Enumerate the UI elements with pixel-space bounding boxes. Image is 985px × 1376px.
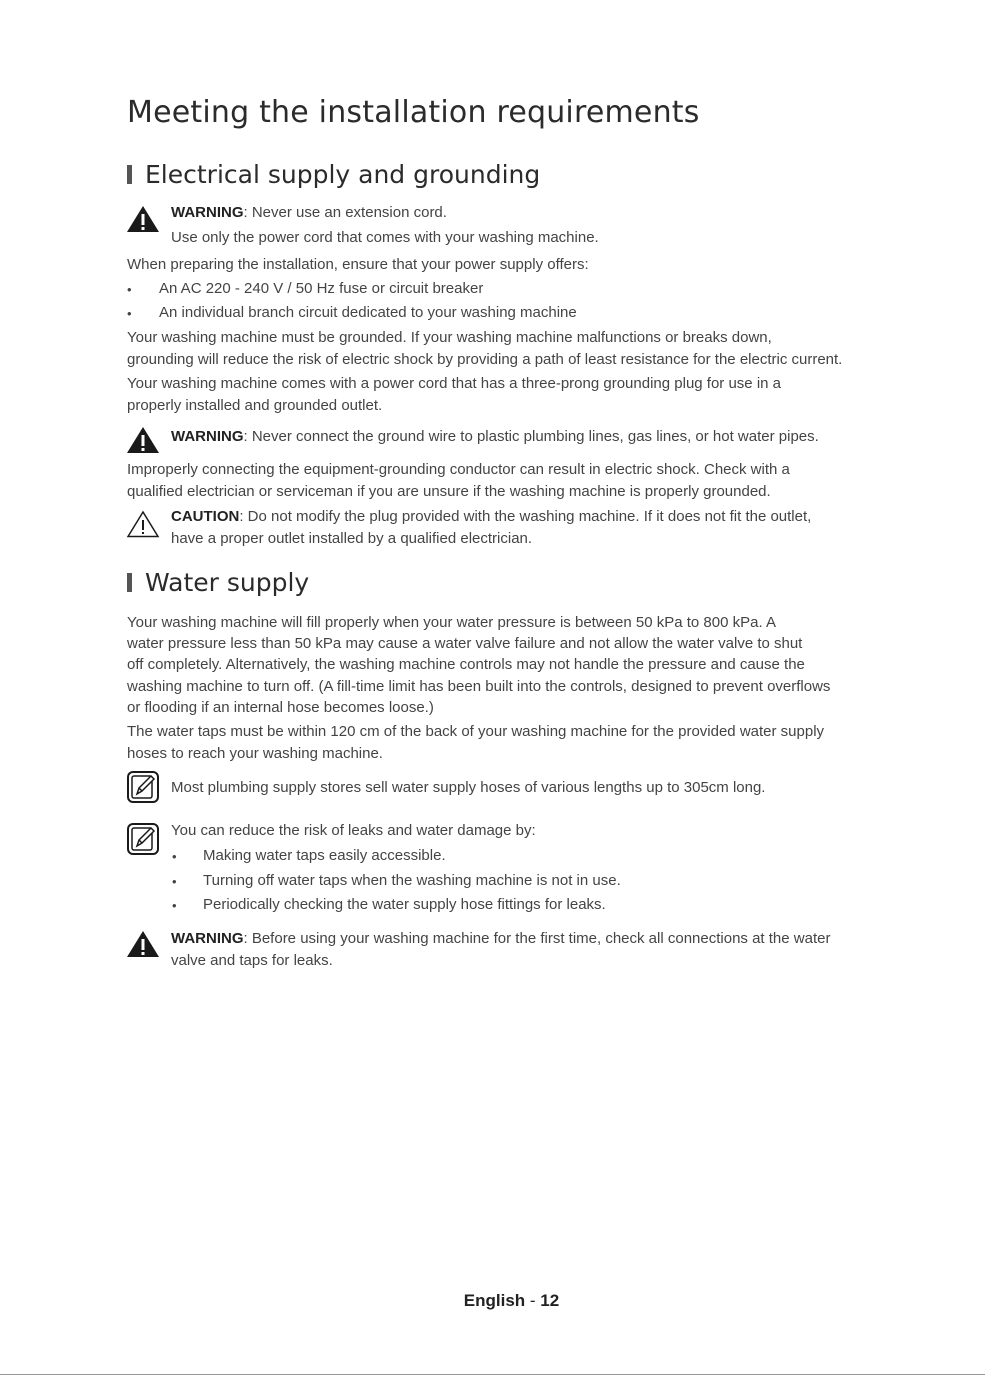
caution-plug: CAUTION: Do not modify the plug provided with the washing machine. If it does not fit the outlet, — [171, 508, 812, 525]
page-footer — [0, 1291, 985, 1311]
water-pressure-l4: washing machine to turn off. (A fill-time limit has been built into the controls, designed to prevent overflows — [127, 678, 831, 695]
warning-triangle-icon — [126, 426, 160, 454]
caution-outlet: have a proper outlet installed by a qualified electrician. — [171, 530, 533, 547]
water-pressure-l1: Your washing machine will fill properly when your water pressure is between 50 kPa to 800 kPa. A — [127, 614, 776, 631]
section-heading-electrical: Electrical supply and grounding — [127, 160, 540, 189]
grounding-conductor-l2: qualified electrician or serviceman if you are unsure if the washing machine is properly grounded. — [127, 483, 771, 500]
warning-triangle-icon — [126, 205, 160, 233]
note-pencil-icon — [126, 822, 160, 856]
caution-triangle-icon — [126, 510, 160, 538]
warning-connections: WARNING: Before using your washing machine for the first time, check all connections at the water — [171, 930, 831, 947]
list-item: Turning off water taps when the washing machine is not in use. — [203, 872, 621, 889]
water-taps-l2: hoses to reach your washing machine. — [127, 745, 383, 762]
section-heading-water: Water supply — [127, 568, 309, 597]
page-number: 12 — [540, 1291, 560, 1310]
footer-separator: - — [525, 1291, 541, 1310]
water-pressure-l2: water pressure less than 50 kPa may cause a water valve failure and not allow the water valve to shut — [127, 635, 803, 652]
bullet-dot: • — [172, 898, 177, 913]
grounding-paragraph-l2: grounding will reduce the risk of electric shock by providing a path of least resistance for the electric current. — [127, 351, 843, 368]
bullet-dot: • — [172, 874, 177, 889]
note-pencil-icon — [126, 770, 160, 804]
water-taps-l1: The water taps must be within 120 cm of the back of your washing machine for the provided water supply — [127, 723, 825, 740]
power-supply-intro: When preparing the installation, ensure that your power supply offers: — [127, 256, 589, 273]
heading-bar — [127, 573, 132, 592]
water-pressure-l3: off completely. Alternatively, the washing machine controls may not handle the pressure and cause the — [127, 656, 805, 673]
list-item: An AC 220 - 240 V / 50 Hz fuse or circuit breaker — [159, 280, 484, 297]
warning-triangle-icon — [126, 930, 160, 958]
grounding-conductor-l1: Improperly connecting the equipment-grounding conductor can result in electric shock. Check with a — [127, 461, 790, 478]
heading-bar — [127, 165, 132, 184]
warning-extension-cord: WARNING: Never use an extension cord. — [171, 204, 447, 221]
footer-language: English — [463, 1291, 526, 1310]
power-cord-paragraph-l2: properly installed and grounded outlet. — [127, 397, 383, 414]
water-pressure-l5: or flooding if an internal hose becomes loose.) — [127, 699, 434, 716]
bullet-dot: • — [127, 306, 132, 321]
note-hoses: Most plumbing supply stores sell water supply hoses of various lengths up to 305cm long. — [171, 779, 766, 796]
warning-connections-l2: valve and taps for leaks. — [171, 952, 333, 969]
bullet-dot: • — [172, 849, 177, 864]
warning-ground-wire: WARNING: Never connect the ground wire to plastic plumbing lines, gas lines, or hot water pipes. — [171, 428, 819, 445]
list-item: An individual branch circuit dedicated to your washing machine — [159, 304, 577, 321]
page-title: Meeting the installation requirements — [127, 95, 700, 130]
list-item: Periodically checking the water supply hose fittings for leaks. — [203, 896, 606, 913]
warning-power-cord: Use only the power cord that comes with your washing machine. — [171, 229, 599, 246]
bullet-dot: • — [127, 282, 132, 297]
grounding-paragraph-l1: Your washing machine must be grounded. If your washing machine malfunctions or breaks down, — [127, 329, 772, 346]
power-cord-paragraph-l1: Your washing machine comes with a power cord that has a three-prong grounding plug for use in a — [127, 375, 782, 392]
note-leaks-intro: You can reduce the risk of leaks and water damage by: — [171, 822, 536, 839]
bottom-divider — [0, 1374, 985, 1375]
list-item: Making water taps easily accessible. — [203, 847, 446, 864]
